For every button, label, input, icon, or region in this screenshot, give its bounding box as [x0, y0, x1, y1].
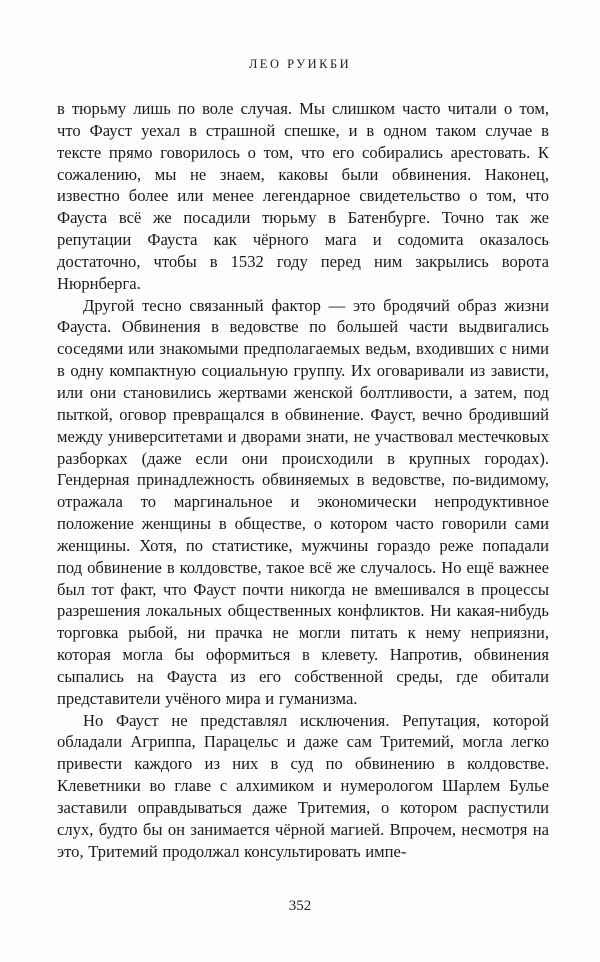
- paragraph: Но Фауст не представлял исключения. Репутация, которой обладали Агриппа, Парацельс и даже сам Тритемий, могла легко привести каждого из них в суд по обвинению в колдовстве. Клеветники во главе с алхимиком и нумерологом Шарлем Булье заставили оправдываться даже Тритемия, о котором распустили слух, будто бы он занимается чёрной магией. Впрочем, несмотря на это, Тритемий продолжал консультировать импе-: [57, 710, 549, 861]
- page-number: 352: [288, 898, 312, 914]
- paragraph: в тюрьму лишь по воле случая. Мы слишком часто читали о том, что Фауст уехал в страшной спешке, и в одном таком случае в тексте прямо говорилось о том, что его собирались арестовать. К сожалению, мы не знаем, каковы были обвинения. Наконец, известно более или менее легендарное свидетельство о том, что Фауста всё же посадили тюрьму в Батенбурге. Точно так же репутации Фауста как чёрного мага и содомита оказалось достаточно, чтобы в 1532 году перед ним закрылись ворота Нюрнберга.: [57, 99, 549, 293]
- body-text: [57, 98, 549, 863]
- paragraph: Другой тесно связанный фактор — это бродячий образ жизни Фауста. Обвинения в ведовстве по большей части выдвигались соседями или знакомыми предполагаемых ведьм, входивших с ними в одну компактную социальную группу. Их оговаривали из зависти, или они становились жертвами женской болтливости, а затем, под пыткой, оговор превращался в обвинение. Фауст, вечно бродивший между университетами и дворами знати, не участвовал местечковых разборках (даже если они происходили в крупных городах). Гендерная принадлежность обвиняемых в ведовстве, по-видимому, отражала то маргинальное и экономически непродуктивное положение женщины в обществе, о котором часто говорили сами женщины. Хотя, по статистике, мужчины гораздо реже попадали под обвинение в колдовстве, такое всё же случалось. Но ещё важнее был тот факт, что Фауст почти никогда не вмешивался в процессы разрешения локальных общественных конфликтов. Ни какая-нибудь торговка рыбой, ни прачка не могли питать к нему неприязни, которая могла бы оформиться в клевету. Напротив, обвинения сыпались на Фауста из его собственной среды, где обитали представители учёного мира и гуманизма.: [57, 295, 549, 708]
- running-head: ЛЕО РУИКБИ: [248, 57, 352, 71]
